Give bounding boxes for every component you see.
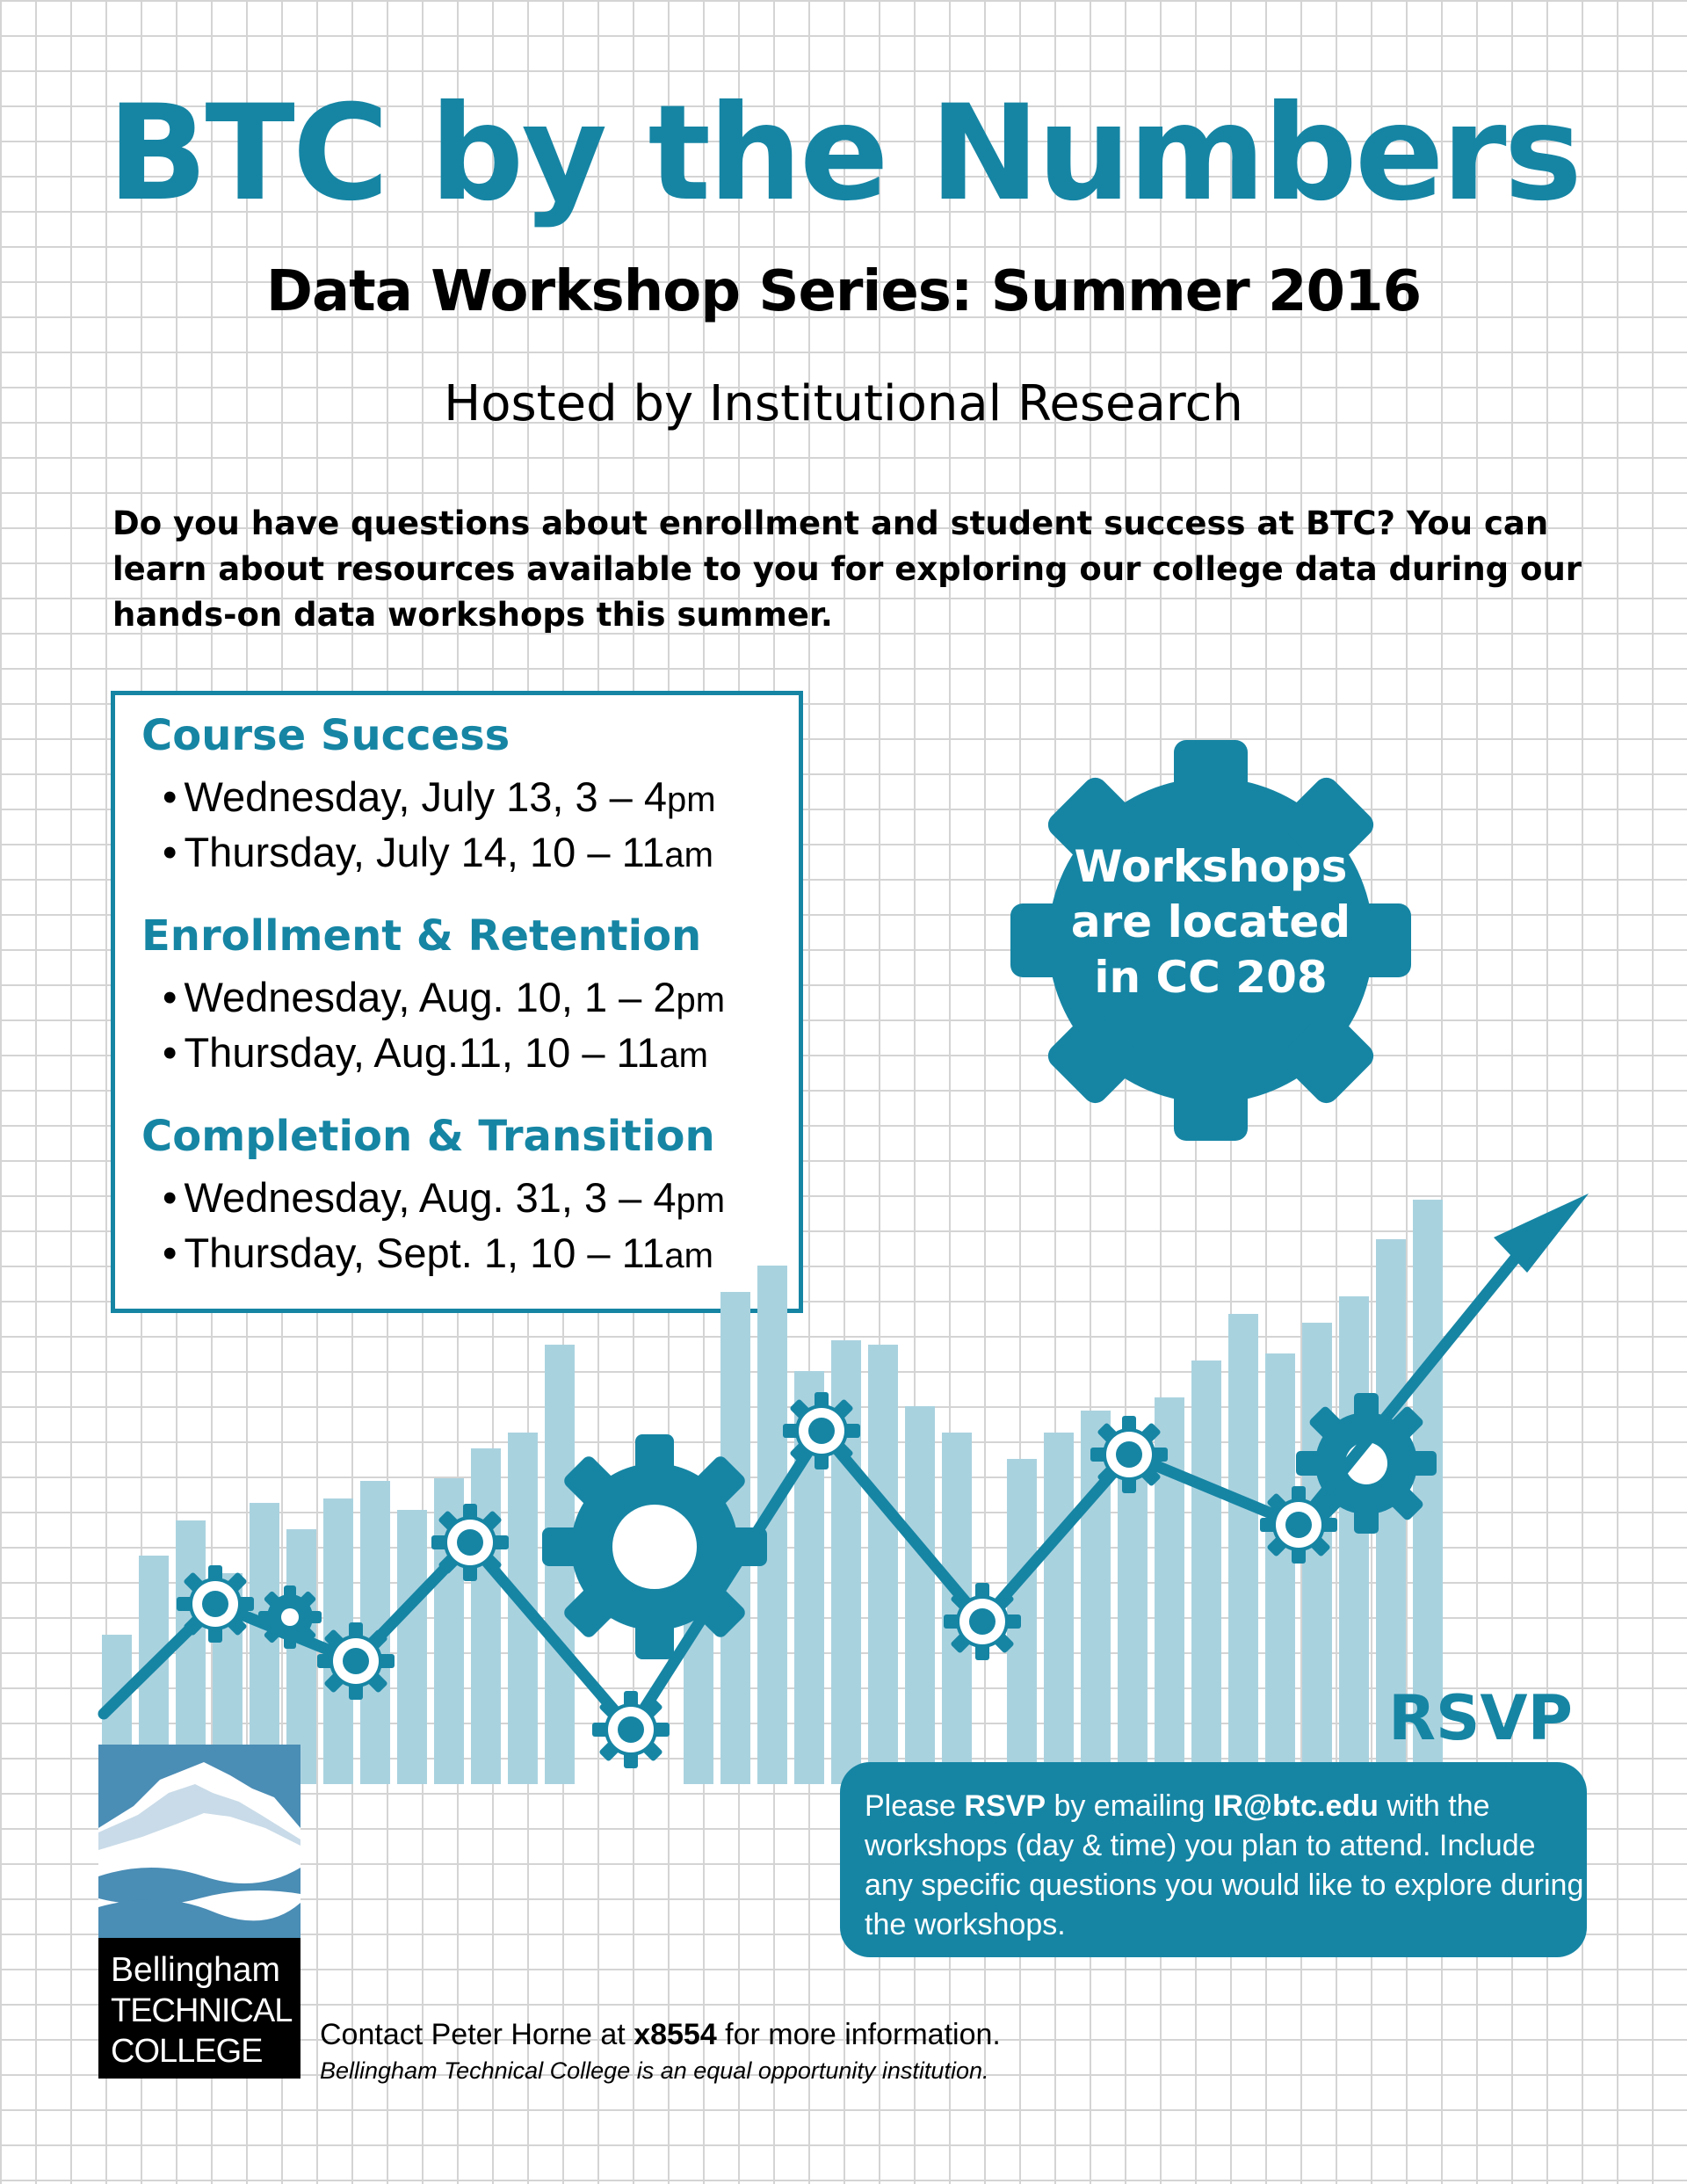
section-enrollment-retention bbox=[141, 911, 799, 1082]
gear-icon bbox=[177, 1565, 254, 1643]
gear-icon bbox=[1090, 1416, 1168, 1493]
rsvp-heading: RSVP bbox=[1388, 1682, 1573, 1754]
rsvp-email-link[interactable]: IR@btc.edu bbox=[1213, 1789, 1379, 1823]
session-item: • Wednesday, July 13, 3 – 4pm bbox=[163, 773, 716, 820]
hosted-by: Hosted by Institutional Research bbox=[444, 375, 1243, 432]
gear-icon bbox=[431, 1504, 509, 1581]
session-item: • Thursday, Sept. 1, 10 – 11am bbox=[163, 1230, 713, 1276]
rsvp-box: Please RSVP by emailing IR@btc.edu with the workshops (day & time) you plan to attend. Include any specific questions you would like to explore during the workshops. bbox=[840, 1762, 1587, 1957]
section-heading: Enrollment & Retention bbox=[141, 911, 702, 961]
equal-opportunity-statement: Bellingham Technical College is an equal opportunity institution. bbox=[320, 2057, 989, 2084]
page-subtitle: Data Workshop Series: Summer 2016 bbox=[265, 259, 1422, 324]
gear-icon bbox=[542, 1434, 767, 1659]
contact-line: Contact Peter Horne at x8554 for more information. bbox=[320, 2018, 1001, 2051]
college-logo-wordmark: Bellingham TECHNICAL COLLEGE bbox=[98, 1938, 300, 2079]
session-item: • Wednesday, Aug. 31, 3 – 4pm bbox=[163, 1174, 726, 1221]
session-item: • Thursday, July 14, 10 – 11am bbox=[163, 829, 713, 875]
gear-icon bbox=[783, 1392, 860, 1469]
location-badge-text: Workshops are located in CC 208 bbox=[1070, 841, 1351, 1003]
section-heading: Completion & Transition bbox=[141, 1112, 715, 1161]
background-bars bbox=[102, 1200, 1443, 1784]
page-title: BTC by the Numbers bbox=[107, 77, 1580, 230]
session-item: • Thursday, Aug.11, 10 – 11am bbox=[163, 1029, 708, 1076]
gear-icon bbox=[592, 1691, 670, 1768]
section-course-success bbox=[141, 711, 799, 882]
section-heading: Course Success bbox=[141, 711, 510, 760]
contact-extension: x8554 bbox=[634, 2018, 717, 2051]
intro-paragraph: Do you have questions about enrollment and student success at BTC? You can learn about resources available to you for exploring our college data during our hands-on data workshops this summer. bbox=[112, 504, 1582, 634]
gear-icon bbox=[944, 1583, 1021, 1660]
gear-icon bbox=[317, 1622, 395, 1700]
session-item: • Wednesday, Aug. 10, 1 – 2pm bbox=[163, 974, 726, 1020]
gear-icon bbox=[1260, 1486, 1337, 1564]
